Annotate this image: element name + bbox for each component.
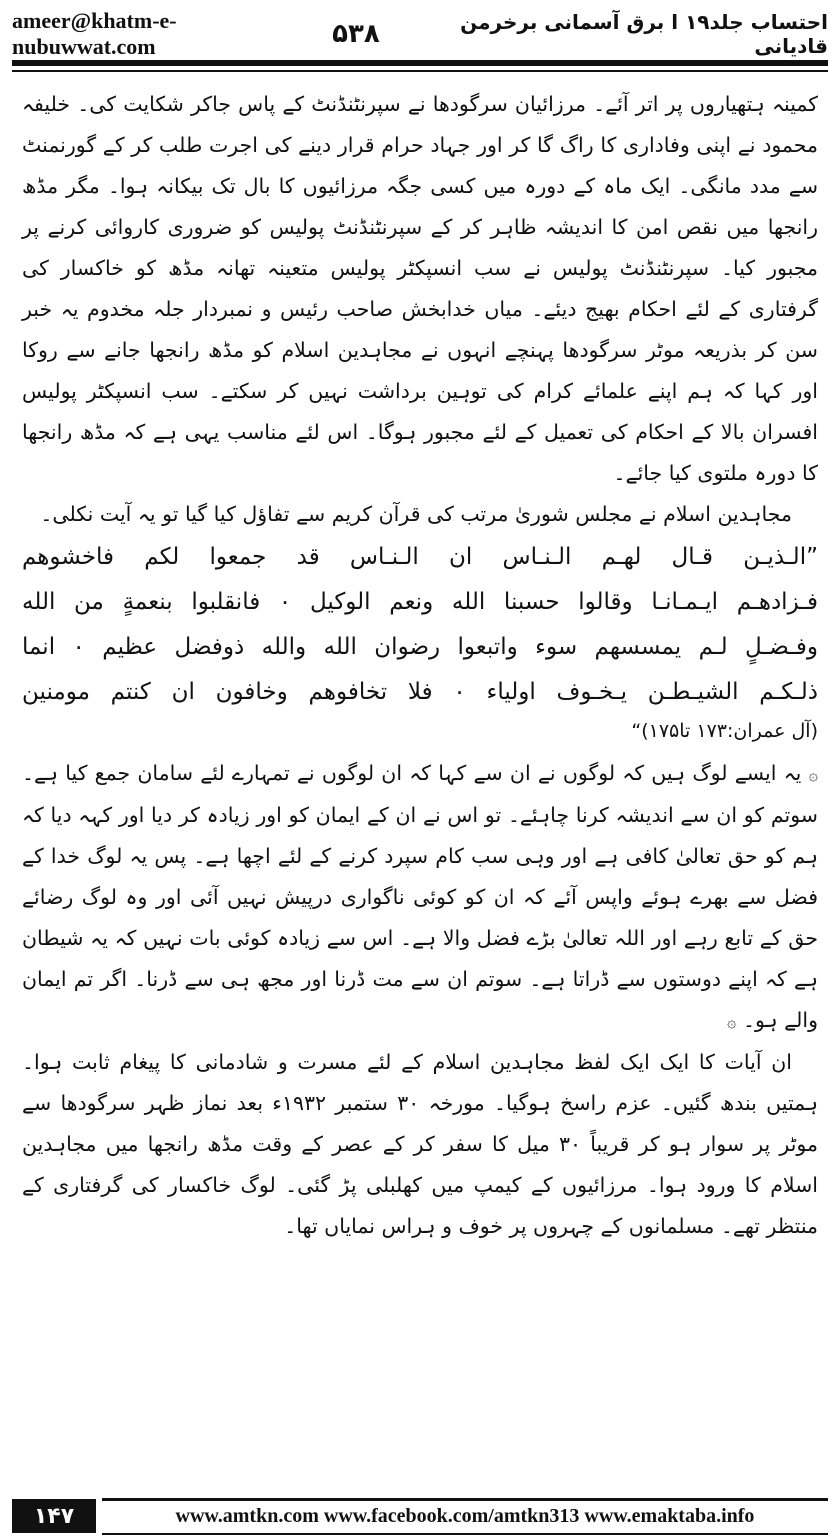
ornament-open-icon: ۞ bbox=[808, 765, 818, 784]
footer-links[interactable]: www.amtkn.com www.facebook.com/amtkn313 www.emaktaba.info bbox=[175, 1505, 755, 1527]
closing-paragraph: ان آیات کا ایک ایک لفظ مجاہدین اسلام کے لئے مسرت و شادمانی کا پیغام ثابت ہوا۔ ہمتیں بندھ گئیں۔ عزم راسخ ہوگیا۔ مورخہ ۳۰ ستمبر ۱۹۳۲ء بعد نماز ظہر سرگودھا سے موٹر پر سوار ہو کر قریباً ۳۰ میل کا سفر کر کے عصر کے وقت مڈھ رانجھا میں مجاہدین اسلام کا ورود ہوا۔ مرزائیوں کے کیمپ میں کھلبلی پڑ گئی۔ لوگ خاکسار کی گرفتاری کے منتظر تھے۔ مسلمانوں کے چہروں پر خوف و ہراس نمایاں تھا۔ bbox=[22, 1050, 818, 1238]
header-email: ameer@khatm-e-nubuwwat.com bbox=[12, 8, 177, 59]
footer-links-bar bbox=[102, 1498, 828, 1535]
footer-page-number: ۱۴۷ bbox=[12, 1499, 96, 1533]
header-rule-thin bbox=[12, 70, 828, 72]
arabic-line-1: ”الـذيـن قـال لهـم الـنـاس ان الـنـاس قد جمعوا لكم فاخشوهم bbox=[22, 544, 818, 570]
header-left bbox=[12, 8, 380, 60]
arabic-line-4: ذلـكـم الشيـطـن يـخـوف اولياء ۰ فلا تخافوهم وخافون ان كنتم مومنين bbox=[22, 679, 818, 705]
book-title: احتساب جلد۱۹ ا برق آسمانی برخرمن قادیانی bbox=[460, 10, 828, 58]
page-footer bbox=[12, 1496, 828, 1536]
page-content bbox=[22, 84, 818, 1247]
arabic-reference: (آل عمران:۱۷۳ تا۱۷۵)“ bbox=[631, 720, 818, 742]
translation-text: یہ ایسے لوگ ہیں کہ لوگوں نے ان سے کہا کہ ان لوگوں نے تمہارے لئے سامان جمع کیا ہے۔ سوتم کو ان سے اندیشہ کرنا چاہئے۔ تو اس نے ان کے ایمان کو اور زیادہ کر دیا اور کہہ دیا کہ ہم کو حق تعالیٰ کافی ہے اور وہی سب کام سپرد کرنے کے لئے اچھا ہے۔ پس یہ لوگ خدا کے فضل سے بھرے ہوئے واپس آئے کہ ان کو کوئی ناگواری درپیش نہیں آئی اور وہ لوگ رضائے حق کے تابع رہے اور اللہ تعالیٰ بڑے فضل والا ہے۔ اس سے زیادہ کوئی بات نہیں کہ یہ شیطان ہے کہ اپنے دوستوں سے ڈراتا ہے۔ سوتم ان سے مت ڈرنا اور مجھ ہی سے ڈرنا۔ اگر تم ایمان والے ہو۔ bbox=[22, 761, 818, 1032]
ornament-close-icon: ۞ bbox=[727, 1012, 737, 1031]
header-page-number: ۵۳۸ bbox=[332, 19, 380, 49]
translation-paragraph bbox=[22, 753, 818, 1042]
header-rule-thick bbox=[12, 60, 828, 66]
body-paragraph-2: مجاہدین اسلام نے مجلس شوریٰ مرتب کی قرآن کریم سے تفاؤل کیا گیا تو یہ آیت نکلی۔ bbox=[40, 502, 792, 526]
arabic-line-2: فـزادهـم ايـمـانـا وقالوا حسبنا الله ونعم الوكيل ۰ فانقلبوا بنعمةٍ من الله bbox=[22, 589, 818, 615]
page-header bbox=[12, 10, 828, 58]
body-paragraph-1: کمینہ ہتھیاروں پر اتر آئے۔ مرزائیان سرگودھا نے سپرنٹنڈنٹ کے پاس جاکر شکایت کی۔ خلیفہ محمود نے اپنی وفاداری کا راگ گا کر اور جہاد حرام قرار دینے کی اجرت طلب کر کے گورنمنٹ سے مدد مانگی۔ ایک ماہ کے دورہ میں کسی جگہ مرزائیوں کا بال تک بیکانہ ہوا۔ مگر مڈھ رانجھا میں نقص امن کا اندیشہ ظاہر کر کے سپرنٹنڈنٹ پولیس کو ضروری کاروائی کرنے پر مجبور کیا۔ سپرنٹنڈنٹ پولیس نے سب انسپکٹر پولیس متعینہ تھانہ مڈھ کو خاکسار کی گرفتاری کے لئے احکام بھیج دیئے۔ میاں خدابخش صاحب رئیس و نمبردار جلہ مخدوم یہ خبر سن کر بذریعہ موٹر سرگودھا پہنچے انہوں نے مجاہدین اسلام کو مڈھ رانجھا جانے سے روکا اور کہا کہ ہم اپنے علمائے کرام کی توہین برداشت نہیں کر سکتے۔ سب انسپکٹر پولیس افسران بالا کے احکام کی تعمیل کے لئے مجبور ہوگا۔ اس لئے مناسب یہی ہے کہ مڈھ رانجھا کا دورہ ملتوی کیا جائے۔ bbox=[22, 92, 818, 485]
arabic-quote bbox=[22, 535, 818, 747]
arabic-line-3: وفـضـلٍ لـم يمسسهم سوء واتبعوا رضوان الله والله ذوفضل عظيم ۰ انما bbox=[22, 634, 818, 660]
